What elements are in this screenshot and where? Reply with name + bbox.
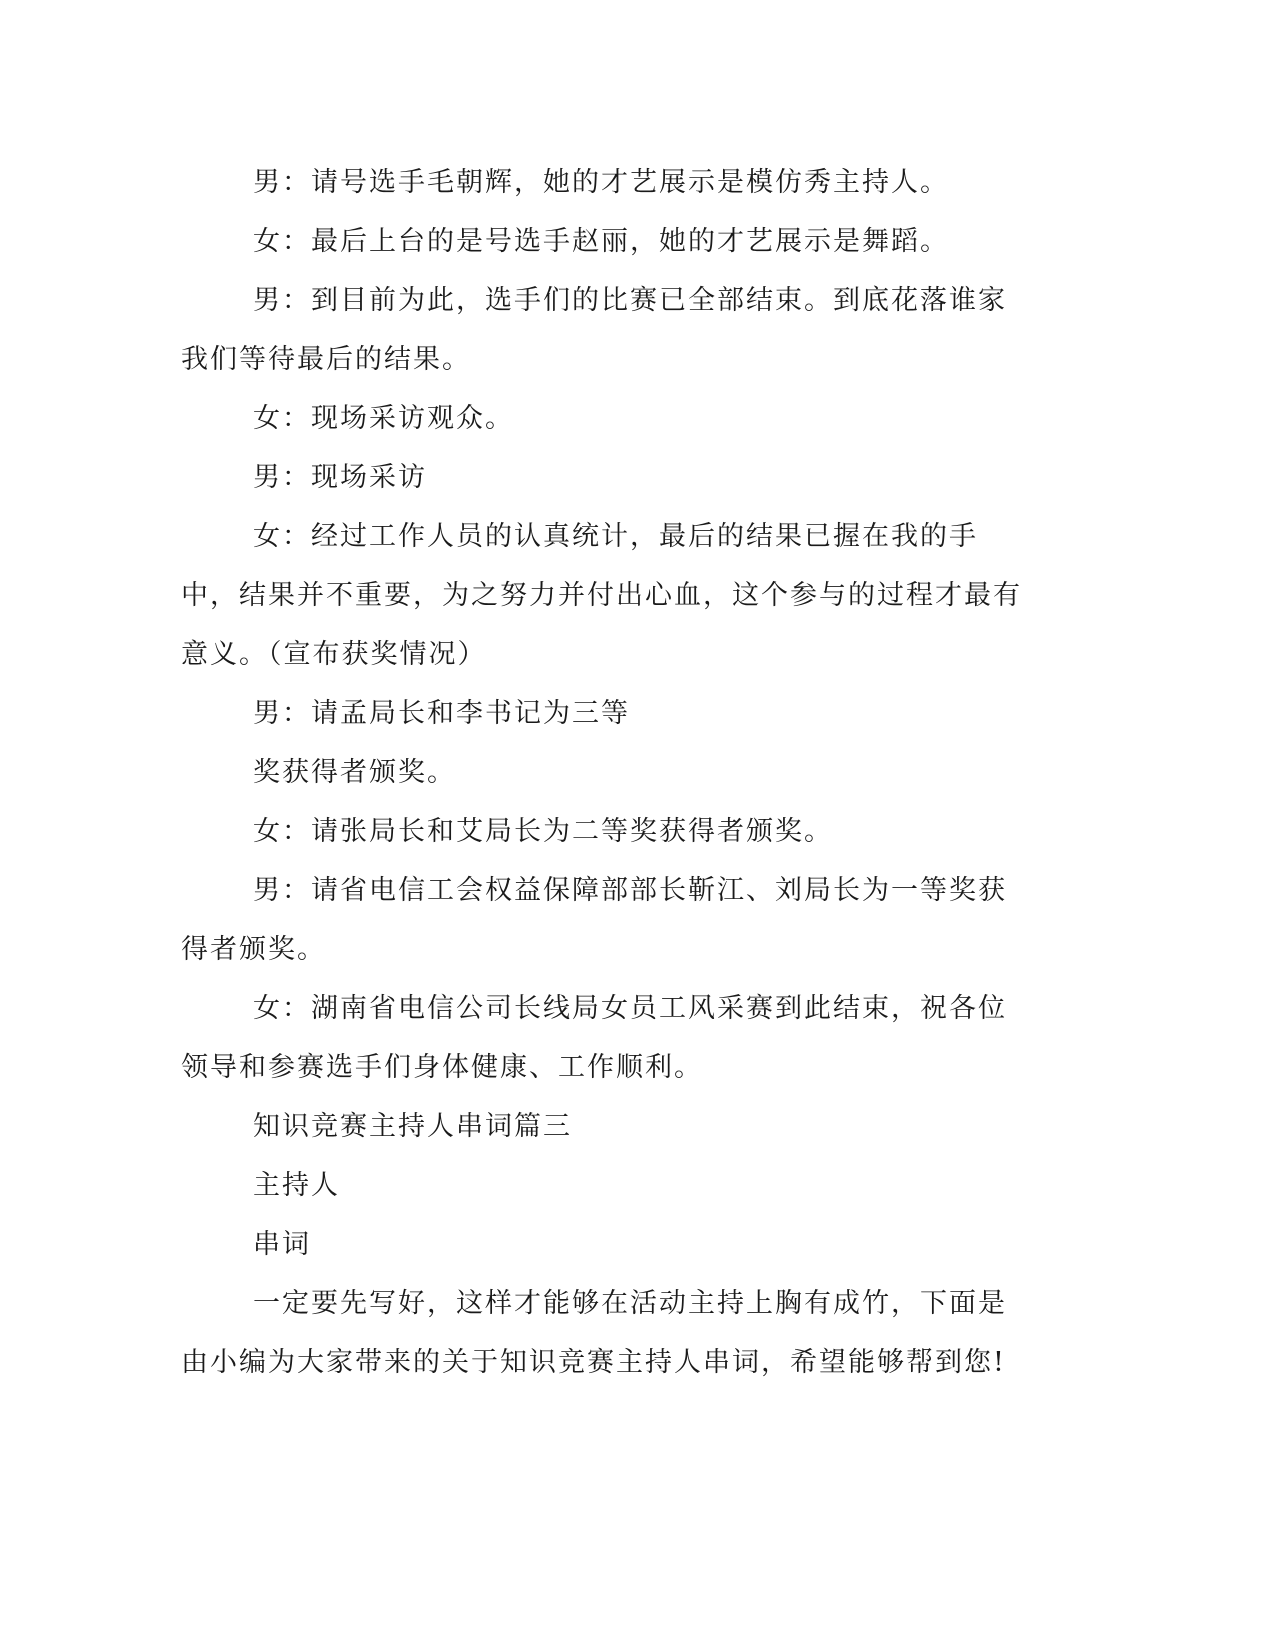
paragraph: 女：请张局长和艾局长为二等奖获得者颁奖。 [253,816,833,847]
paragraph: 男：请号选手毛朝辉，她的才艺展示是模仿秀主持人。 [253,167,949,198]
paragraph: 男：请省电信工会权益保障部部长靳江、刘局长为一等奖获得者颁奖。 [181,875,1007,965]
paragraph: 女：经过工作人员的认真统计，最后的结果已握在我的手中，结果并不重要，为之努力并付出心血，这个参与的过程才最有意义。（宣布获奖情况） [181,521,1022,670]
paragraph: 女：湖南省电信公司长线局女员工风采赛到此结束，祝各位领导和参赛选手们身体健康、工作顺利。 [181,993,1007,1083]
paragraph: 女：最后上台的是号选手赵丽，她的才艺展示是舞蹈。 [253,226,949,257]
paragraph: 男：到目前为此，选手们的比赛已全部结束。到底花落谁家我们等待最后的结果。 [181,285,1007,375]
paragraph: 奖获得者颁奖。 [253,757,456,788]
paragraph: 男：请孟局长和李书记为三等 [253,698,630,729]
paragraph: 一定要先写好，这样才能够在活动主持上胸有成竹，下面是由小编为大家带来的关于知识竞赛主持人串词，希望能够帮到您! [181,1288,1007,1378]
paragraph: 串词 [253,1229,311,1260]
paragraph: 男：现场采访 [253,462,427,493]
paragraph: 女：现场采访观众。 [253,403,514,434]
paragraph: 主持人 [253,1170,340,1201]
section-heading: 知识竞赛主持人串词篇三 [253,1111,572,1142]
document-body [181,153,1027,1392]
